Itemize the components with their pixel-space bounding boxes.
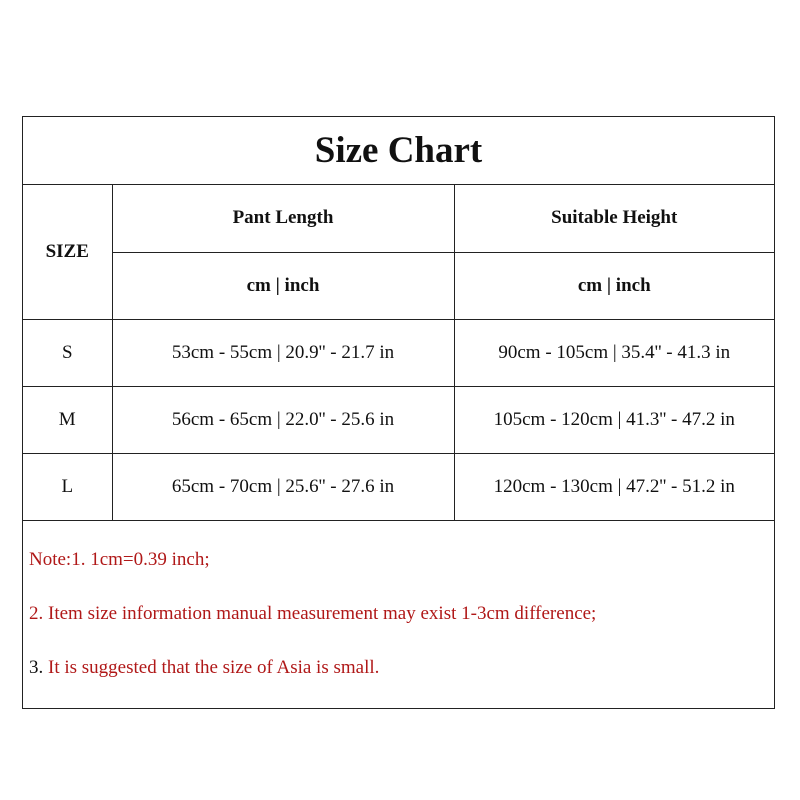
pant-length-cell: 56cm - 65cm | 22.0'' - 25.6 in bbox=[112, 386, 454, 453]
note-2: 2. Item size information manual measurement may exist 1-3cm difference; bbox=[29, 603, 597, 624]
chart-title: Size Chart bbox=[23, 117, 774, 185]
note-3 bbox=[29, 657, 379, 679]
suitable-height-cell: 105cm - 120cm | 41.3'' - 47.2 in bbox=[454, 386, 774, 453]
size-cell: L bbox=[23, 453, 112, 520]
size-chart bbox=[22, 116, 775, 709]
size-table bbox=[23, 185, 774, 521]
suitable-height-cell: 120cm - 130cm | 47.2'' - 51.2 in bbox=[454, 453, 774, 520]
size-cell: S bbox=[23, 319, 112, 386]
size-cell: M bbox=[23, 386, 112, 453]
header-row bbox=[23, 185, 774, 252]
unit-row bbox=[23, 252, 774, 319]
suitable-height-header: Suitable Height bbox=[454, 185, 774, 252]
note-1: Note:1. 1cm=0.39 inch; bbox=[29, 549, 210, 570]
table-row bbox=[23, 386, 774, 453]
table-row bbox=[23, 319, 774, 386]
pant-length-header: Pant Length bbox=[112, 185, 454, 252]
size-header: SIZE bbox=[23, 185, 112, 319]
suitable-height-unit: cm | inch bbox=[454, 252, 774, 319]
table-row bbox=[23, 453, 774, 520]
note-3-text: It is suggested that the size of Asia is small. bbox=[48, 657, 380, 678]
pant-length-cell: 53cm - 55cm | 20.9'' - 21.7 in bbox=[112, 319, 454, 386]
suitable-height-cell: 90cm - 105cm | 35.4'' - 41.3 in bbox=[454, 319, 774, 386]
pant-length-unit: cm | inch bbox=[112, 252, 454, 319]
pant-length-cell: 65cm - 70cm | 25.6'' - 27.6 in bbox=[112, 453, 454, 520]
note-3-number: 3. bbox=[29, 657, 44, 678]
